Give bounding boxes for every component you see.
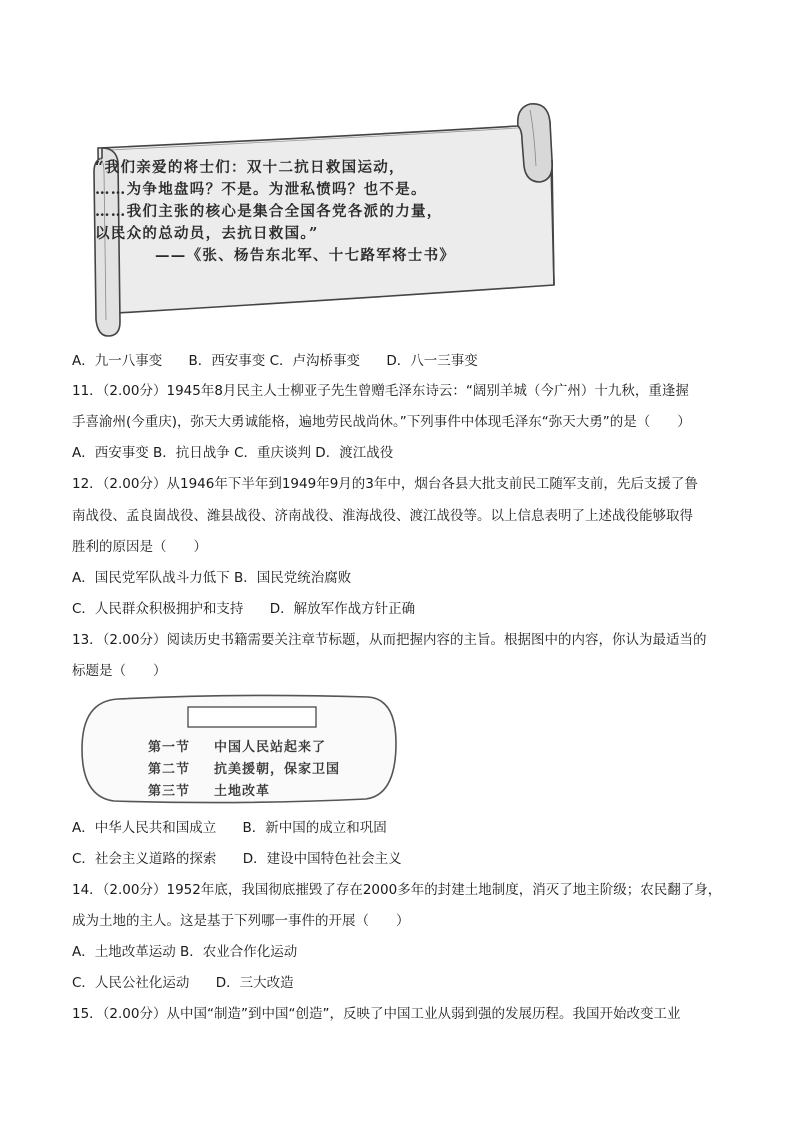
- q12-stem-line-2: 南战役、孟良崮战役、潍县战役、济南战役、淮海战役、渡江战役等。以上信息表明了上述战役能够取得: [72, 508, 693, 524]
- toc-section: 第一节: [148, 740, 191, 755]
- toc-title: 中国人民站起来了: [214, 740, 327, 755]
- q12-options-row-2: [72, 599, 415, 619]
- q12-stem-line-3: 胜利的原因是（ ）: [72, 539, 207, 555]
- q11-stem-line-2: 手喜渝州(今重庆)，弥天大勇诚能格，遍地劳民战尚休。”下列事件中体现毛泽东“弥天大勇”的是（ ）: [72, 414, 691, 430]
- q11-stem-line-1: 11．（2.00分）1945年8月民主人士柳亚子先生曾赠毛泽东诗云：“阔别羊城（今广州）十九秋，重逢握: [72, 383, 689, 399]
- q14-stem-line-2: 成为土地的主人。这是基于下列哪一事件的开展（ ）: [72, 913, 410, 929]
- q13-stem-line-2: 标题是（ ）: [72, 663, 167, 679]
- q14-stem-line-1: 14．（2.00分）1952年底，我国彻底摧毁了存在2000多年的封建土地制度，消灭了地主阶级；农民翻了身，: [72, 882, 722, 898]
- toc-list: [148, 737, 340, 803]
- scroll-quote-line: ……我们主张的核心是集合全国各党各派的力量，: [95, 203, 443, 220]
- q14-options-row-2: [72, 973, 294, 993]
- q12-option-a: A．国民党军队战斗力低下: [72, 570, 230, 586]
- q10-option-a: A．九一八事变: [72, 353, 163, 369]
- q13-option-d: D．建设中国特色社会主义: [242, 851, 402, 867]
- toc-section: 第三节: [148, 784, 191, 799]
- toc-row: [148, 781, 340, 803]
- q14-option-d: D．三大改造: [215, 975, 294, 991]
- q12-options-row-1: [72, 568, 351, 588]
- q13-options-row-2: [72, 849, 402, 869]
- q11-options: A．西安事变 B．抗日战争 C．重庆谈判 D．渡江战役: [72, 445, 394, 461]
- toc-section: 第二节: [148, 762, 191, 777]
- scroll-quote-line: “我们亲爱的将士们：双十二抗日救国运动，: [95, 159, 405, 176]
- q10-option-b: B．西安事变: [188, 353, 266, 369]
- q14-option-c: C．人民公社化运动: [72, 975, 190, 991]
- q15-stem-line-1: 15．（2.00分）从中国“制造”到中国“创造”，反映了中国工业从弱到强的发展历程。我国开始改变工业: [72, 1006, 681, 1022]
- q12-option-b: B．国民党统治腐败: [234, 570, 352, 586]
- scroll-quote-source: ——《张、杨告东北军、十七路军将士书》: [155, 247, 456, 264]
- q13-option-a: A．中华人民共和国成立: [72, 820, 217, 836]
- q13-option-b: B．新中国的成立和巩固: [242, 820, 387, 836]
- q10-options: [72, 351, 478, 371]
- q12-option-c: C．人民群众积极拥护和支持: [72, 601, 244, 617]
- q10-option-d: D．八一三事变: [386, 353, 478, 369]
- toc-row: [148, 759, 340, 781]
- q12-stem-line-1: 12．（2.00分）从1946年下半年到1949年9月的3年中，烟台各县大批支前民工随军支前，先后支援了鲁: [72, 476, 698, 492]
- toc-row: [148, 737, 340, 759]
- toc-title: 抗美援朝，保家卫国: [214, 762, 341, 777]
- q13-option-c: C．社会主义道路的探索: [72, 851, 217, 867]
- q13-options-row-1: [72, 818, 387, 838]
- scroll-quote-line: 以民众的总动员，去抗日救国。”: [95, 225, 319, 242]
- q14-options-row-1: A．土地改革运动 B．农业合作化运动: [72, 944, 298, 960]
- scroll-quote: [95, 157, 575, 267]
- q13-stem-line-1: 13．（2.00分）阅读历史书籍需要关注章节标题，从而把握内容的主旨。根据图中的内容，你认为最适当的: [72, 632, 707, 648]
- scroll-quote-line: ……为争地盘吗？不是。为泄私愤吗？也不是。: [95, 181, 427, 198]
- q10-option-c: C．卢沟桥事变: [269, 353, 361, 369]
- q12-option-d: D．解放军作战方针正确: [269, 601, 416, 617]
- toc-title: 土地改革: [214, 784, 271, 799]
